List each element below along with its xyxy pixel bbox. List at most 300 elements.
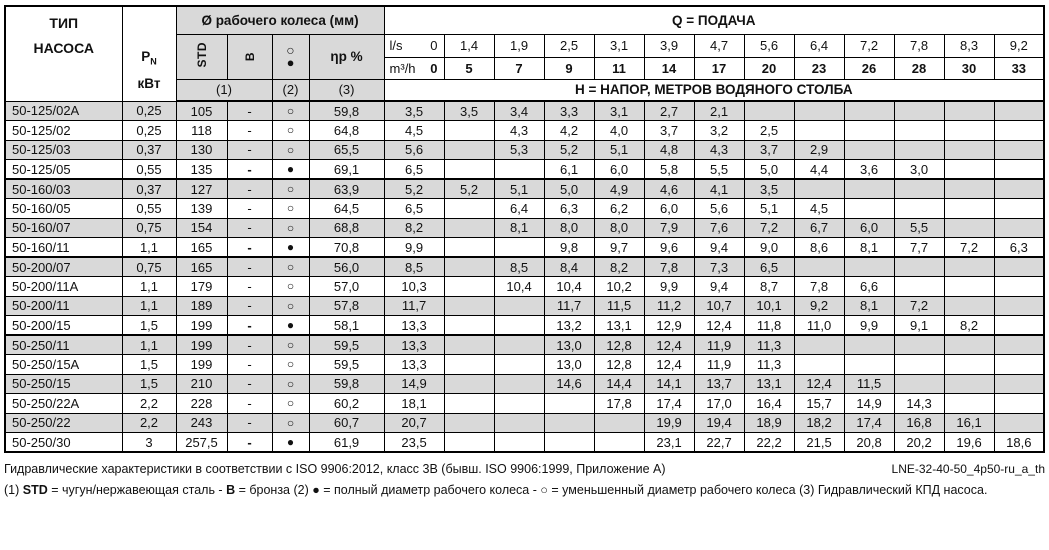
head-value-cell: 4,1 [694,179,744,199]
bronze-cell: - [227,355,272,375]
head-value-cell: 9,6 [644,238,694,258]
head-value-cell [894,179,944,199]
head-value-cell: 3,6 [844,160,894,180]
bronze-cell: - [227,413,272,433]
head-value-cell [444,277,494,297]
head-value-cell [494,433,544,453]
full-impeller-cell: ● [272,433,309,453]
head-value-cell: 11,2 [644,296,694,316]
head-value-cell: 12,4 [794,374,844,394]
power-cell: 1,5 [122,316,176,336]
efficiency-cell: 57,0 [309,277,384,297]
flow-ls-value: 7,2 [844,34,894,57]
efficiency-cell: 60,2 [309,394,384,414]
head-value-cell [944,374,994,394]
reduced-impeller-cell: ○ [272,277,309,297]
pump-type-cell: 50-200/11 [5,296,122,316]
pump-type-cell: 50-250/15A [5,355,122,375]
head-value-cell [944,121,994,141]
flow-ls-value: 3,1 [594,34,644,57]
power-cell: 1,5 [122,374,176,394]
head-value-cell: 8,2 [594,257,644,277]
reduced-impeller-cell: ○ [272,121,309,141]
head-value-cell: 12,8 [594,335,644,355]
head-value-cell: 11,3 [744,355,794,375]
flow-ls-value: 1,4 [444,34,494,57]
pump-type-cell: 50-160/07 [5,218,122,238]
reduced-impeller-cell: ○ [272,199,309,219]
head-value-cell [994,335,1044,355]
head-value-cell [844,179,894,199]
footer [4,459,1045,502]
head-value-cell: 16,4 [744,394,794,414]
efficiency-cell: 63,9 [309,179,384,199]
head-value-cell [994,160,1044,180]
flow-ls-value: 6,4 [794,34,844,57]
flow-m3h-value: 23 [794,57,844,79]
head-value-cell: 7,7 [894,238,944,258]
head-value-cell: 3,5 [444,101,494,121]
head-value-cell: 8,4 [544,257,594,277]
head-value-cell [444,413,494,433]
reduced-impeller-icon: ○ [286,42,295,59]
head-value-cell [944,140,994,160]
power-cell: 0,55 [122,160,176,180]
pump-row [5,101,1044,121]
head-value-cell: 13,0 [544,335,594,355]
head-value-cell [944,335,994,355]
std-diameter-cell: 179 [176,277,227,297]
full-impeller-cell: ● [272,160,309,180]
power-unit: кВт [137,75,161,91]
head-value-cell [594,433,644,453]
efficiency-cell: 59,8 [309,101,384,121]
efficiency-cell: 64,8 [309,121,384,141]
head-value-cell: 3,0 [894,160,944,180]
head-value-cell [994,413,1044,433]
head-value-cell [544,433,594,453]
head-value-cell: 5,0 [744,160,794,180]
head-value-cell: 18,9 [744,413,794,433]
reduced-impeller-cell: ○ [272,101,309,121]
bronze-cell: - [227,140,272,160]
power-symbol: $P_N$ [141,49,157,67]
head-value-cell [444,218,494,238]
head-value-cell: 5,1 [494,179,544,199]
efficiency-cell: 56,0 [309,257,384,277]
flow-banner: Q = ПОДАЧА [384,6,1044,34]
head-value-cell: 13,7 [694,374,744,394]
std-diameter-cell: 243 [176,413,227,433]
std-diameter-cell: 165 [176,257,227,277]
head-value-cell [994,257,1044,277]
head-value-cell [844,257,894,277]
head-value-cell: 21,5 [794,433,844,453]
flow-ls-value: 8,3 [944,34,994,57]
flow-m3h-value: 7 [494,57,544,79]
pump-type-header-line2: НАСОСА [33,39,94,56]
power-cell: 1,1 [122,238,176,258]
pump-row [5,257,1044,277]
head-value-cell [994,218,1044,238]
head-value-cell [944,296,994,316]
pump-type-cell: 50-160/11 [5,238,122,258]
std-diameter-cell: 127 [176,179,227,199]
flow-ls-value: 9,2 [994,34,1044,57]
head-value-cell [494,335,544,355]
head-value-cell: 7,3 [694,257,744,277]
flow-m3h-value: 9 [544,57,594,79]
head-value-cell: 17,0 [694,394,744,414]
head-value-cell: 11,0 [794,316,844,336]
power-cell: 2,2 [122,413,176,433]
flow-m3h-value: m³/h 0 [384,57,444,79]
head-value-cell [444,296,494,316]
head-value-cell [444,316,494,336]
head-value-cell [844,140,894,160]
pump-type-cell: 50-250/22A [5,394,122,414]
std-diameter-cell: 154 [176,218,227,238]
head-value-cell: 14,9 [384,374,444,394]
head-value-cell: 4,5 [794,199,844,219]
head-value-cell: 6,4 [494,199,544,219]
legend-text: (1) STD = чугун/нержавеющая сталь - B = бронза (2) ● = полный диаметр рабочего колеса - ○ = уменьшенный диаметр рабочего колеса (3) Гидравлический КПД насоса. [4,483,988,498]
head-value-cell [544,413,594,433]
head-value-cell: 16,1 [944,413,994,433]
power-cell: 0,55 [122,199,176,219]
bronze-cell: - [227,101,272,121]
pump-type-cell: 50-160/05 [5,199,122,219]
std-diameter-cell: 228 [176,394,227,414]
head-value-cell: 9,7 [594,238,644,258]
efficiency-cell: 58,1 [309,316,384,336]
std-diameter-cell: 257,5 [176,433,227,453]
std-diameter-cell: 199 [176,335,227,355]
head-value-cell: 7,8 [794,277,844,297]
reduced-impeller-cell: ○ [272,218,309,238]
head-value-cell: 5,8 [644,160,694,180]
head-value-cell: 6,0 [844,218,894,238]
head-value-cell [994,179,1044,199]
head-value-cell: 18,6 [994,433,1044,453]
efficiency-cell: 68,8 [309,218,384,238]
flow-m3h-value: 28 [894,57,944,79]
pump-type-cell: 50-125/03 [5,140,122,160]
head-value-cell: 3,7 [744,140,794,160]
head-value-cell: 23,1 [644,433,694,453]
head-value-cell: 9,9 [644,277,694,297]
reduced-impeller-cell: ○ [272,374,309,394]
efficiency-cell: 70,8 [309,238,384,258]
head-value-cell: 12,4 [694,316,744,336]
head-value-cell [894,101,944,121]
flow-ls-value: 1,9 [494,34,544,57]
head-value-cell [994,355,1044,375]
std-diameter-cell: 189 [176,296,227,316]
head-value-cell [494,355,544,375]
head-value-cell: 9,0 [744,238,794,258]
head-value-cell: 5,2 [544,140,594,160]
head-value-cell: 3,1 [594,101,644,121]
head-value-cell [994,199,1044,219]
head-value-cell: 18,2 [794,413,844,433]
head-value-cell [844,101,894,121]
head-value-cell: 12,9 [644,316,694,336]
head-value-cell [894,277,944,297]
head-value-cell: 4,3 [494,121,544,141]
head-value-cell: 8,0 [594,218,644,238]
pump-row [5,140,1044,160]
head-value-cell [444,433,494,453]
head-value-cell [444,121,494,141]
head-value-cell [894,335,944,355]
head-value-cell [994,277,1044,297]
head-value-cell [794,179,844,199]
std-diameter-cell: 118 [176,121,227,141]
head-value-cell [994,374,1044,394]
bronze-column-header: B [227,34,272,79]
flow-m3h-value: 26 [844,57,894,79]
power-header [122,6,176,101]
head-value-cell [944,355,994,375]
head-value-cell: 4,9 [594,179,644,199]
efficiency-cell: 59,5 [309,355,384,375]
std-diameter-cell: 199 [176,355,227,375]
pump-type-cell: 50-250/15 [5,374,122,394]
pump-type-cell: 50-125/05 [5,160,122,180]
head-value-cell [994,101,1044,121]
head-value-cell: 10,4 [544,277,594,297]
head-value-cell: 11,9 [694,335,744,355]
head-value-cell: 8,2 [944,316,994,336]
head-value-cell: 12,4 [644,355,694,375]
pump-row [5,433,1044,453]
head-value-cell: 2,7 [644,101,694,121]
head-value-cell: 7,2 [894,296,944,316]
head-value-cell: 20,2 [894,433,944,453]
pump-row [5,374,1044,394]
bronze-cell: - [227,433,272,453]
head-value-cell: 8,1 [844,296,894,316]
bronze-cell: - [227,394,272,414]
head-value-cell [944,277,994,297]
head-value-cell: 5,0 [544,179,594,199]
head-value-cell: 4,2 [544,121,594,141]
head-value-cell: 13,0 [544,355,594,375]
head-value-cell [894,121,944,141]
reduced-impeller-cell: ○ [272,296,309,316]
head-value-cell [994,121,1044,141]
head-value-cell: 6,3 [544,199,594,219]
head-value-cell: 10,1 [744,296,794,316]
head-value-cell: 9,2 [794,296,844,316]
head-value-cell: 3,5 [384,101,444,121]
pump-row [5,199,1044,219]
pump-type-cell: 50-200/11A [5,277,122,297]
pump-row [5,277,1044,297]
head-value-cell: 9,8 [544,238,594,258]
std-diameter-cell: 130 [176,140,227,160]
head-value-cell: 5,1 [594,140,644,160]
bronze-cell: - [227,374,272,394]
head-value-cell [844,335,894,355]
head-value-cell: 19,6 [944,433,994,453]
flow-ls-value: 2,5 [544,34,594,57]
power-cell: 0,75 [122,218,176,238]
head-value-cell [444,257,494,277]
pump-type-cell: 50-250/30 [5,433,122,453]
head-value-cell: 5,2 [384,179,444,199]
head-value-cell [794,257,844,277]
head-value-cell: 19,9 [644,413,694,433]
head-value-cell [444,374,494,394]
head-value-cell: 4,4 [794,160,844,180]
footnote-3-ref: (3) [309,79,384,101]
head-value-cell [444,140,494,160]
head-value-cell: 9,4 [694,238,744,258]
head-value-cell: 17,4 [844,413,894,433]
head-value-cell: 7,2 [944,238,994,258]
pump-row [5,355,1044,375]
head-value-cell: 4,8 [644,140,694,160]
head-value-cell: 8,1 [494,218,544,238]
head-value-cell: 4,6 [644,179,694,199]
power-cell: 3 [122,433,176,453]
flow-m3h-value: 20 [744,57,794,79]
pump-row [5,218,1044,238]
std-column-header: STD [176,34,227,79]
head-value-cell: 2,9 [794,140,844,160]
bronze-cell: - [227,296,272,316]
head-value-cell [844,199,894,219]
head-value-cell: 5,1 [744,199,794,219]
std-diameter-cell: 199 [176,316,227,336]
efficiency-cell: 61,9 [309,433,384,453]
head-value-cell: 16,8 [894,413,944,433]
power-cell: 1,1 [122,335,176,355]
full-impeller-cell: ● [272,316,309,336]
head-value-cell: 3,4 [494,101,544,121]
bronze-cell: - [227,218,272,238]
head-value-cell [994,394,1044,414]
head-value-cell: 3,5 [744,179,794,199]
head-value-cell: 5,2 [444,179,494,199]
head-value-cell: 8,6 [794,238,844,258]
head-value-cell: 3,3 [544,101,594,121]
std-diameter-cell: 139 [176,199,227,219]
head-value-cell [794,355,844,375]
head-value-cell: 14,9 [844,394,894,414]
efficiency-column-header: ηp % [309,34,384,79]
pump-row [5,335,1044,355]
head-value-cell: 6,0 [594,160,644,180]
flow-ls-value: 4,7 [694,34,744,57]
head-value-cell: 14,1 [644,374,694,394]
head-value-cell: 5,6 [694,199,744,219]
head-value-cell [744,101,794,121]
footnote-1-ref: (1) [176,79,272,101]
bronze-cell: - [227,335,272,355]
head-value-cell: 22,2 [744,433,794,453]
head-value-cell: 7,2 [744,218,794,238]
head-value-cell [944,101,994,121]
head-value-cell [444,199,494,219]
power-cell: 0,75 [122,257,176,277]
head-value-cell [544,394,594,414]
head-value-cell: 11,9 [694,355,744,375]
pump-type-header [5,6,122,101]
head-value-cell: 10,3 [384,277,444,297]
head-value-cell [944,257,994,277]
head-value-cell: 6,6 [844,277,894,297]
flow-ls-value: l/s 0 [384,34,444,57]
footnote-2-ref: (2) [272,79,309,101]
head-value-cell [794,121,844,141]
head-value-cell: 11,7 [384,296,444,316]
flow-ls-value: 5,6 [744,34,794,57]
pump-row [5,296,1044,316]
pump-row [5,394,1044,414]
head-value-cell: 9,9 [384,238,444,258]
head-value-cell [944,199,994,219]
flow-m3h-value: 11 [594,57,644,79]
power-cell: 0,37 [122,140,176,160]
head-value-cell: 6,2 [594,199,644,219]
efficiency-cell: 60,7 [309,413,384,433]
head-value-cell [894,199,944,219]
bronze-cell: - [227,179,272,199]
head-value-cell: 11,8 [744,316,794,336]
head-value-cell: 10,4 [494,277,544,297]
std-diameter-cell: 135 [176,160,227,180]
head-value-cell: 3,2 [694,121,744,141]
head-value-cell: 9,9 [844,316,894,336]
reduced-impeller-cell: ○ [272,140,309,160]
head-value-cell: 11,5 [844,374,894,394]
head-value-cell: 11,3 [744,335,794,355]
head-value-cell [444,238,494,258]
head-value-cell: 13,3 [384,316,444,336]
head-value-cell: 2,5 [744,121,794,141]
head-value-cell: 22,7 [694,433,744,453]
head-value-cell: 14,6 [544,374,594,394]
power-cell: 1,1 [122,296,176,316]
bronze-cell: - [227,257,272,277]
head-value-cell: 5,5 [894,218,944,238]
head-value-cell [944,160,994,180]
head-banner: Н = НАПОР, МЕТРОВ ВОДЯНОГО СТОЛБА [384,79,1044,101]
pump-type-cell: 50-200/15 [5,316,122,336]
head-value-cell: 17,8 [594,394,644,414]
head-value-cell: 3,7 [644,121,694,141]
pump-row [5,160,1044,180]
flow-ls-value: 3,9 [644,34,694,57]
power-cell: 1,1 [122,277,176,297]
head-value-cell: 6,1 [544,160,594,180]
efficiency-cell: 59,5 [309,335,384,355]
head-value-cell: 5,3 [494,140,544,160]
head-value-cell [494,316,544,336]
head-value-cell: 7,9 [644,218,694,238]
pump-row [5,238,1044,258]
head-value-cell [994,316,1044,336]
head-value-cell: 4,5 [384,121,444,141]
pump-type-cell: 50-250/22 [5,413,122,433]
head-value-cell [444,335,494,355]
power-cell: 1,5 [122,355,176,375]
pump-data-table [4,5,1045,453]
head-value-cell: 10,2 [594,277,644,297]
